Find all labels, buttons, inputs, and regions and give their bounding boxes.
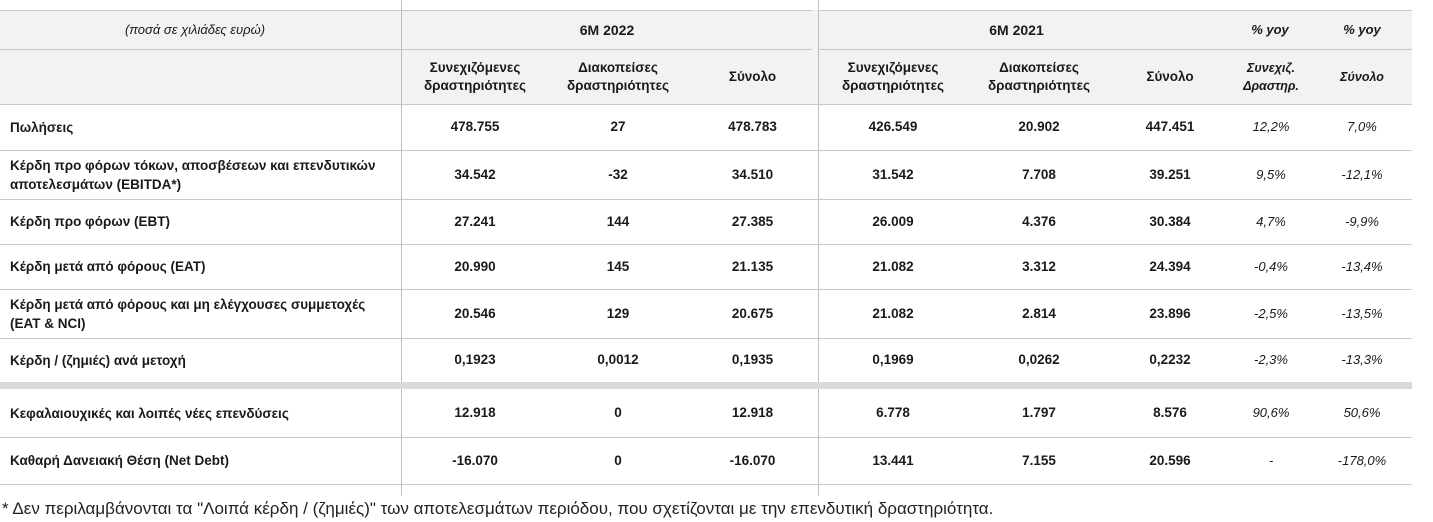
cell-d22: 0 xyxy=(614,405,622,420)
col-yoy-total: Σύνολο xyxy=(1340,70,1384,84)
cell-yc: 90,6% xyxy=(1252,405,1290,420)
cell-yt: 7,0% xyxy=(1347,119,1377,134)
cell-yt: -13,4% xyxy=(1341,258,1383,274)
cell-d22: 144 xyxy=(606,213,630,229)
cell-yc: 4,7% xyxy=(1256,213,1286,229)
divider-2021-left xyxy=(818,0,819,496)
cell-t21: 0,2232 xyxy=(1149,352,1191,367)
cell-c21: 0,1969 xyxy=(872,352,914,367)
cell-c22: 0,1923 xyxy=(454,352,496,367)
cell-t21: 23.896 xyxy=(1149,305,1191,321)
divider-2022-left xyxy=(401,0,402,496)
row-label: Κέρδη μετά από φόρους (EAT) xyxy=(10,259,206,274)
cell-yc: 12,2% xyxy=(1252,119,1290,134)
cell-yc: 9,5% xyxy=(1256,166,1286,182)
cell-c21: 6.778 xyxy=(876,405,910,420)
cell-d21: 7.155 xyxy=(1022,452,1056,468)
cell-d21: 2.814 xyxy=(1022,305,1056,321)
yoy-header-cont: % yoy xyxy=(1251,21,1289,37)
cell-d21: 0,0262 xyxy=(1018,352,1060,367)
row-label: Κέρδη μετά από φόρους και μη ελέγχουσες συμμετοχές (EAT & NCI) xyxy=(10,296,366,331)
cell-t22: 34.510 xyxy=(731,166,774,182)
cell-t21: 30.384 xyxy=(1149,213,1191,229)
col-disc-2022: Διακοπείσες δραστηριότητες xyxy=(566,60,670,93)
cell-t21: 447.451 xyxy=(1145,119,1195,134)
cell-yc: - xyxy=(1268,452,1274,468)
cell-d22: 0 xyxy=(614,452,622,468)
col-total-2022: Σύνολο xyxy=(728,69,777,84)
cell-c21: 31.542 xyxy=(872,166,914,182)
cell-d22: 27 xyxy=(610,119,626,134)
section-separator xyxy=(0,382,1412,389)
cell-yt: -9,9% xyxy=(1345,213,1379,229)
group-header-2022: 6M 2022 xyxy=(579,21,635,38)
cell-c22: 12.918 xyxy=(454,405,496,420)
cell-t22: 21.135 xyxy=(731,258,774,274)
cell-t22: -16.070 xyxy=(729,452,776,468)
cell-c22: 20.990 xyxy=(454,258,496,274)
row-label: Πωλήσεις xyxy=(10,119,74,135)
row-label: Κέρδη / (ζημιές) ανά μετοχή xyxy=(10,352,186,368)
cell-c21: 13.441 xyxy=(872,452,914,468)
cell-d21: 20.902 xyxy=(1018,119,1060,134)
cell-yt: 50,6% xyxy=(1343,405,1381,420)
cell-d22: 129 xyxy=(606,305,630,321)
cell-c22: 20.546 xyxy=(454,305,496,321)
cell-t22: 20.675 xyxy=(731,305,774,321)
cell-c22: -16.070 xyxy=(452,452,498,468)
cell-c21: 26.009 xyxy=(872,213,914,229)
cell-d21: 3.312 xyxy=(1022,258,1056,274)
cell-c21: 21.082 xyxy=(872,305,914,321)
cell-t22: 12.918 xyxy=(731,405,774,420)
row-label: Κεφαλαιουχικές και λοιπές νέες επενδύσεις xyxy=(10,405,289,421)
cell-t21: 24.394 xyxy=(1149,258,1191,274)
cell-t21: 8.576 xyxy=(1153,405,1187,420)
units-note: (ποσά σε χιλιάδες ευρώ) xyxy=(124,21,266,37)
cell-yc: -2,3% xyxy=(1254,352,1288,367)
col-cont-2021: Συνεχιζόμενες δραστηριότητες xyxy=(841,60,945,93)
cell-d21: 4.376 xyxy=(1022,213,1056,229)
col-disc-2021: Διακοπείσες δραστηριότητες xyxy=(987,60,1091,93)
cell-yt: -12,1% xyxy=(1341,166,1383,182)
cell-yt: -13,3% xyxy=(1341,352,1383,367)
row-label: Καθαρή Δανειακή Θέση (Net Debt) xyxy=(10,453,229,468)
cell-t21: 20.596 xyxy=(1149,452,1191,468)
row-label: Κέρδη προ φόρων (EBT) xyxy=(10,214,170,229)
cell-yc: -2,5% xyxy=(1254,305,1288,321)
cell-c21: 21.082 xyxy=(872,258,914,274)
cell-d21: 7.708 xyxy=(1022,166,1056,182)
cell-yt: -13,5% xyxy=(1341,305,1383,321)
cell-c21: 426.549 xyxy=(868,119,918,134)
col-cont-2022: Συνεχιζόμενες δραστηριότητες xyxy=(423,60,527,93)
cell-d22: -32 xyxy=(608,166,628,182)
cell-d22: 145 xyxy=(606,258,630,274)
col-total-2021: Σύνολο xyxy=(1146,69,1194,84)
cell-c22: 27.241 xyxy=(454,213,496,229)
cell-yc: -0,4% xyxy=(1254,258,1288,274)
cell-t22: 27.385 xyxy=(731,213,774,229)
cell-d22: 0,0012 xyxy=(597,352,639,367)
cell-c22: 34.542 xyxy=(454,166,496,182)
cell-t22: 0,1935 xyxy=(731,352,774,367)
group-header-2021: 6M 2021 xyxy=(989,21,1044,38)
cell-t22: 478.783 xyxy=(728,119,777,134)
row-label: Κέρδη προ φόρων τόκων, αποσβέσεων και επενδυτικών αποτελεσμάτων (EBITDA*) xyxy=(10,157,376,192)
cell-d21: 1.797 xyxy=(1022,405,1056,420)
col-yoy-cont: Συνεχιζ. Δραστηρ. xyxy=(1243,61,1299,93)
footnote: * Δεν περιλαμβάνονται τα "Λοιπά κέρδη / (ζημιές)" των αποτελεσμάτων περιόδου, που σχετίζονται με την επενδυτική δραστηριότητα. xyxy=(2,499,994,518)
cell-t21: 39.251 xyxy=(1149,166,1191,182)
cell-c22: 478.755 xyxy=(450,119,500,134)
rule-table-bottom xyxy=(0,484,1412,485)
cell-yt: -178,0% xyxy=(1337,452,1387,468)
yoy-header-total: % yoy xyxy=(1343,21,1381,37)
